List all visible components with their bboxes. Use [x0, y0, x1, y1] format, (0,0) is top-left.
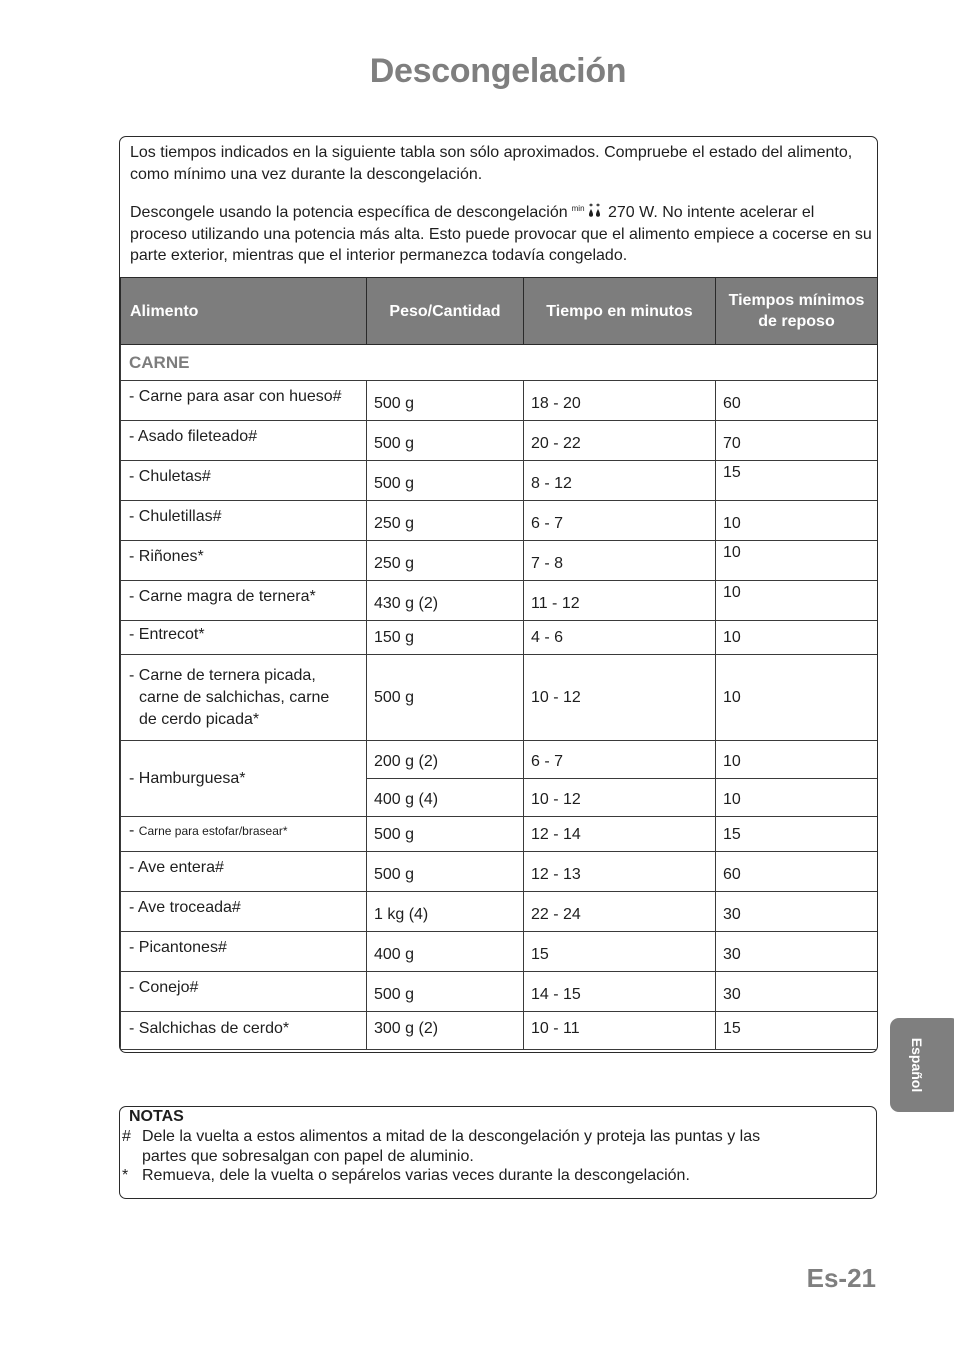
notes-box	[119, 1106, 877, 1199]
food-cell	[121, 655, 367, 741]
table-row	[121, 817, 878, 852]
rest-cell: 15	[716, 461, 878, 501]
rest-cell: 30	[716, 892, 878, 932]
food-line: carne de salchichas, carne	[139, 688, 330, 706]
note-mark: #	[122, 1128, 131, 1145]
time-cell: 15	[524, 932, 716, 972]
food-line: de cerdo picada*	[139, 710, 260, 728]
table-row	[121, 461, 878, 501]
time-cell: 14 - 15	[524, 972, 716, 1012]
note-text-line: Dele la vuelta a estos alimentos a mitad de la descongelación y proteja las puntas y las	[142, 1128, 761, 1145]
time-cell: 11 - 12	[524, 581, 716, 621]
rest-cell: 70	[716, 421, 878, 461]
rest-cell: 10	[716, 541, 878, 581]
header-rest: Tiempos mínimos de reposo	[716, 278, 878, 345]
time-cell: 12 - 14	[524, 817, 716, 852]
weight-cell: 300 g (2)	[367, 1012, 524, 1050]
weight-cell: 500 g	[367, 817, 524, 852]
time-cell: 7 - 8	[524, 541, 716, 581]
notes-title: NOTAS	[129, 1108, 184, 1125]
language-tab	[890, 1018, 954, 1112]
food-cell: - Chuletas#	[121, 461, 367, 501]
intro-paragraph-2-start: Descongele usando la potencia específica de descongelación	[130, 204, 568, 221]
time-cell: 6 - 7	[524, 741, 716, 779]
food-cell: - Asado fileteado#	[121, 421, 367, 461]
rest-cell: 30	[716, 932, 878, 972]
time-cell: 22 - 24	[524, 892, 716, 932]
food-cell: - Picantones#	[121, 932, 367, 972]
table-row	[121, 581, 878, 621]
food-dash: -	[129, 822, 135, 839]
note-text: Remueva, dele la vuelta o sepárelos varias veces durante la descongelación.	[142, 1167, 690, 1184]
weight-cell: 500 g	[367, 852, 524, 892]
rest-cell: 30	[716, 972, 878, 1012]
weight-cell: 500 g	[367, 972, 524, 1012]
table-row	[121, 501, 878, 541]
table-row	[121, 932, 878, 972]
rest-cell: 15	[716, 1012, 878, 1050]
rest-cell: 60	[716, 381, 878, 421]
food-line: - Carne de ternera picada,	[129, 666, 316, 684]
weight-cell: 500 g	[367, 421, 524, 461]
rest-cell: 60	[716, 852, 878, 892]
food-cell	[121, 817, 367, 852]
weight-cell: 150 g	[367, 621, 524, 655]
table-header-row	[121, 278, 878, 345]
rest-cell: 10	[716, 621, 878, 655]
food-cell: - Salchichas de cerdo*	[121, 1012, 367, 1050]
weight-cell: 500 g	[367, 461, 524, 501]
page-title: Descongelación	[369, 52, 627, 90]
weight-cell: 500 g	[367, 381, 524, 421]
section-row	[121, 345, 878, 381]
weight-cell: 400 g	[367, 932, 524, 972]
table-row	[121, 655, 878, 741]
table-row	[121, 852, 878, 892]
intro-text	[130, 142, 872, 267]
time-cell: 4 - 6	[524, 621, 716, 655]
weight-cell: 430 g (2)	[367, 581, 524, 621]
rest-cell: 15	[716, 817, 878, 852]
time-cell: 20 - 22	[524, 421, 716, 461]
food-cell: - Entrecot*	[121, 621, 367, 655]
intro-paragraph-1: Los tiempos indicados en la siguiente tabla son sólo aproximados. Compruebe el estado del alimento, como mínimo una vez durante la descongelación.	[130, 144, 853, 183]
food-cell: - Carne magra de ternera*	[121, 581, 367, 621]
intro-paragraph-2	[130, 198, 872, 267]
section-carne: CARNE	[121, 345, 878, 381]
weight-cell: 250 g	[367, 501, 524, 541]
header-weight: Peso/Cantidad	[367, 278, 524, 345]
time-cell: 10 - 11	[524, 1012, 716, 1050]
rest-cell: 10	[716, 581, 878, 621]
table-row	[121, 381, 878, 421]
note-text	[142, 1127, 842, 1166]
food-cell: - Riñones*	[121, 541, 367, 581]
table-row	[121, 421, 878, 461]
weight-cell: 1 kg (4)	[367, 892, 524, 932]
table-row	[121, 1012, 878, 1050]
table-row	[121, 541, 878, 581]
food-cell: - Chuletillas#	[121, 501, 367, 541]
defrost-snowflake-drop-icon	[572, 198, 602, 223]
time-cell: 8 - 12	[524, 461, 716, 501]
weight-cell: 250 g	[367, 541, 524, 581]
note-text-line: partes que sobresalgan con papel de aluminio.	[142, 1147, 474, 1165]
table-row	[121, 621, 878, 655]
rest-cell: 10	[716, 501, 878, 541]
weight-cell: 500 g	[367, 655, 524, 741]
time-cell: 10 - 12	[524, 655, 716, 741]
food-small-label: Carne para estofar/brasear*	[138, 824, 288, 838]
table-row	[121, 741, 878, 779]
header-food: Alimento	[121, 278, 367, 345]
defrost-table-box	[119, 136, 878, 1053]
time-cell: 12 - 13	[524, 852, 716, 892]
table-row	[121, 972, 878, 1012]
defrost-table	[120, 277, 878, 1050]
food-cell: - Ave troceada#	[121, 892, 367, 932]
rest-cell: 10	[716, 741, 878, 779]
weight-cell: 400 g (4)	[367, 779, 524, 817]
note-mark: *	[122, 1167, 129, 1184]
page-number: Es-21	[806, 1263, 876, 1293]
rest-cell: 10	[716, 779, 878, 817]
intro-paragraph-2-end: 270 W. No intente acelerar el proceso utilizando una potencia más alta. Esto puede provocar que el alimento empiece a cocerse en su parte exterior, mientras que el interior permanezca todavía congelado.	[130, 204, 872, 264]
time-cell: 6 - 7	[524, 501, 716, 541]
weight-cell: 200 g (2)	[367, 741, 524, 779]
language-tab-label: Español	[909, 1037, 925, 1093]
rest-cell: 10	[716, 655, 878, 741]
table-row	[121, 892, 878, 932]
food-cell: - Ave entera#	[121, 852, 367, 892]
food-cell: - Conejo#	[121, 972, 367, 1012]
time-cell: 10 - 12	[524, 779, 716, 817]
header-time: Tiempo en minutos	[524, 278, 716, 345]
time-cell: 18 - 20	[524, 381, 716, 421]
defrost-icon-label: min	[571, 204, 585, 213]
food-cell: - Hamburguesa*	[121, 741, 367, 817]
food-cell: - Carne para asar con hueso#	[121, 381, 367, 421]
